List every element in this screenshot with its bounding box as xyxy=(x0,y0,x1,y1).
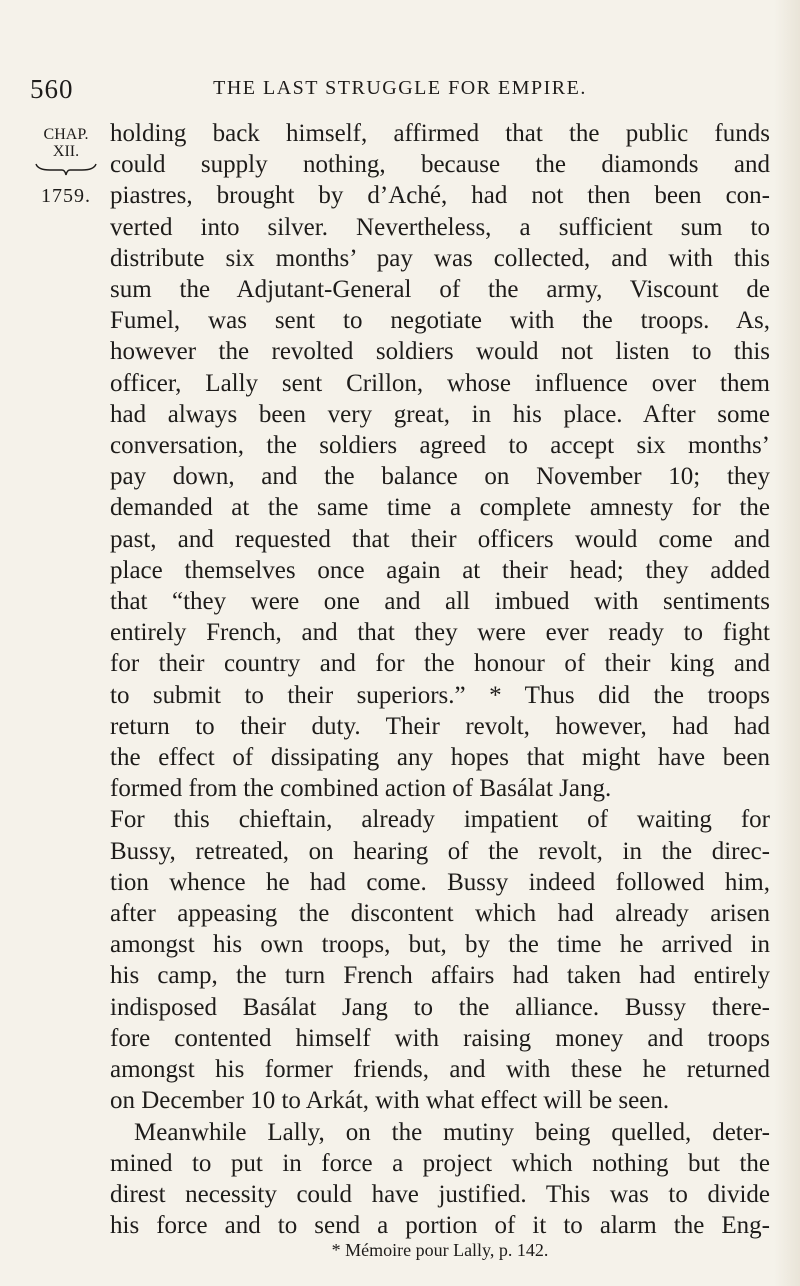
text-line: return to their duty. Their revolt, however, had had xyxy=(110,712,770,740)
text-line: distribute six months’ pay was collected, and with this xyxy=(110,244,770,272)
chapter-number: XII. xyxy=(52,143,80,160)
text-line: however the revolted soldiers would not listen to this xyxy=(110,338,770,366)
text-line: to submit to their superiors.” * Thus did the troops xyxy=(110,681,770,709)
text-line: demanded at the same time a complete amnesty for the xyxy=(110,494,770,522)
running-title: THE LAST STRUGGLE FOR EMPIRE. xyxy=(213,77,587,99)
text-line: the effect of dissipating any hopes that might have been xyxy=(110,744,770,772)
text-line: holding back himself, affirmed that the public funds xyxy=(110,120,770,147)
text-line: past, and requested that their officers would come and xyxy=(110,525,770,553)
text-line: verted into silver. Nevertheless, a sufficient sum to xyxy=(110,213,770,241)
text-line: place themselves once again at their head; they added xyxy=(110,556,770,584)
margin-note xyxy=(30,126,102,205)
text-line: his force and to send a portion of it to alarm the Eng- xyxy=(110,1212,770,1240)
text-line: direst necessity could have justified. This was to divide xyxy=(110,1180,770,1208)
text-line: Bussy, retreated, on hearing of the revolt, in the direc- xyxy=(110,837,770,865)
text-line: fore contented himself with raising money and troops xyxy=(110,1024,770,1052)
page-number: 560 xyxy=(30,74,74,104)
text-line: had always been very great, in his place. After some xyxy=(110,400,770,428)
text-line: mined to put in force a project which nothing but the xyxy=(110,1149,770,1177)
text-line: tion whence he had come. Bussy indeed followed him, xyxy=(110,868,770,896)
text-line: for their country and for the honour of their king and xyxy=(110,650,770,678)
text-line: pay down, and the balance on November 10; they xyxy=(110,463,770,491)
text-line: could supply nothing, because the diamonds and xyxy=(110,151,770,179)
text-line: sum the Adjutant-General of the army, Viscount de xyxy=(110,276,770,304)
text-line: amongst his own troops, but, by the time he arrived in xyxy=(110,931,770,959)
page-header xyxy=(30,74,770,110)
text-line: his camp, the turn French affairs had taken had entirely xyxy=(110,962,770,990)
text-line: formed from the combined action of Basálat Jang. xyxy=(110,775,612,803)
page-edge-shadow xyxy=(774,0,800,1286)
text-line: Fumel, was sent to negotiate with the troops. As, xyxy=(110,307,770,335)
text-line: conversation, the soldiers agreed to accept six months’ xyxy=(110,432,770,460)
text-line: on December 10 to Arkát, with what effect will be seen. xyxy=(110,1087,670,1115)
text-line: For this chieftain, already impatient of waiting for xyxy=(110,806,770,834)
margin-year: 1759. xyxy=(41,185,91,207)
chapter-label: CHAP. xyxy=(43,126,89,143)
body-text xyxy=(110,118,770,1241)
text-line: officer, Lally sent Crillon, whose influence over them xyxy=(110,369,770,397)
text-line: Meanwhile Lally, on the mutiny being quelled, deter- xyxy=(134,1118,770,1146)
text-line: after appeasing the discontent which had already arisen xyxy=(110,900,770,928)
footnote: * Mémoire pour Lally, p. 142. xyxy=(331,1240,549,1260)
text-line: piastres, brought by d’Aché, had not then been con- xyxy=(110,182,770,210)
brace-divider xyxy=(34,162,98,176)
text-line: indisposed Basálat Jang to the alliance. Bussy there- xyxy=(110,993,770,1021)
text-line: amongst his former friends, and with these he returned xyxy=(110,1056,770,1084)
text-line: that “they were one and all imbued with sentiments xyxy=(110,588,770,616)
text-line: entirely French, and that they were ever ready to fight xyxy=(110,619,770,647)
